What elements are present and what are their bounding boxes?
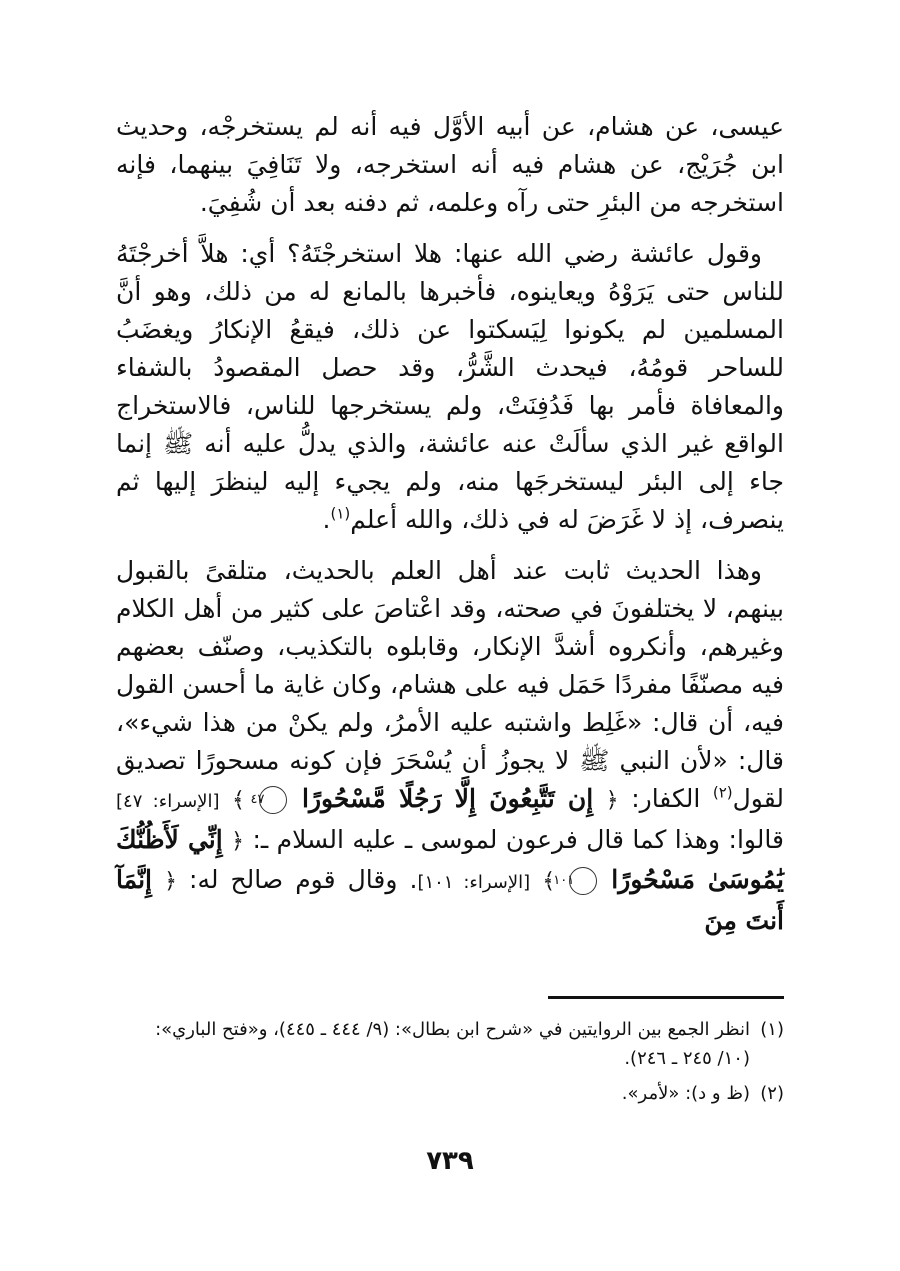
paragraph-2 [116, 235, 784, 539]
footnote-2 [116, 1079, 784, 1108]
footnote-mark-1[interactable]: (١) [330, 504, 351, 523]
quran-verse-2: إِنِّي لَأَظُنُّكَ يَٰمُوسَىٰ مَسْحُورًا [116, 825, 784, 894]
verse-end-marker-2: ١٠١ [569, 867, 597, 895]
paragraph-1-text: عيسى، عن هشام، عن أبيه الأوَّل فيه أنه لم يستخرجْه، وحديث ابن جُرَيْج، عن هشام فيه أنه استخرجه، ولا تَنَافِيَ بينهما، فإنه استخرجه من البئرِ حتى رآه وعلمه، ثم دفنه بعد أن شُفِيَ. [116, 112, 784, 217]
paragraph-3-text-d: . وقال قوم صالح له: [176, 865, 418, 894]
footnote-2-line-1: (ظ و د): «لأمر». [621, 1083, 750, 1104]
paragraph-3-text-c: قالوا: وهذا كما قال فرعون لموسى ـ عليه السلام ـ: [244, 825, 784, 854]
footnote-separator [548, 996, 784, 999]
footnote-1-line-1: انظر الجمع بين الروايتين في «شرح ابن بطال»: (٩/ ٤٤٤ ـ ٤٤٥)، و«فتح الباري»: [155, 1019, 750, 1040]
footnote-1 [116, 1015, 784, 1073]
paragraph-3-text-a: وهذا الحديث ثابت عند أهل العلم بالحديث، متلقىً بالقبول بينهم، لا يختلفونَ في صحته، وقد اعْتاصَ على كثير من أهل الكلام وغيرهم، وأنكروه أشدَّ الإنكار، وقابلوه بالتكذيب، وصنّف بعضهم فيه مصنّفًا مفردًا حَمَل فيه على هشام، وكان غاية ما أحسن القول فيه، أن قال: «غَلِط واشتبه عليه الأمرُ، ولم يكنْ من هذا شيء»، قال: «لأن النبي ﷺ لا يجوزُ أن يُسْحَرَ فإن كونه مسحورًا تصديق لقول [116, 556, 784, 813]
footnote-2-number: (٢) [760, 1083, 784, 1104]
quran-close-bracket: ﴾ [542, 869, 556, 894]
footnote-1-line-2: (١٠/ ٢٤٥ ـ ٢٤٦). [624, 1048, 750, 1069]
footnote-mark-2[interactable]: (٢) [712, 783, 733, 802]
paragraph-1 [116, 108, 784, 222]
verse-end-marker-1: ٤٧ [259, 786, 287, 814]
footnote-1-number: (١) [760, 1019, 784, 1040]
quran-reference-2: [الإسراء: ١٠١] [417, 872, 531, 893]
quran-verse-3: إِنَّمَآ أَنتَ مِنَ [116, 865, 784, 935]
quran-open-bracket: ﴿ [231, 829, 245, 854]
page-body [116, 108, 784, 953]
paragraph-3 [116, 552, 784, 940]
paragraph-2-tail: . [322, 505, 331, 534]
footnotes [116, 1015, 784, 1114]
paragraph-3-text-b: الكفار: [618, 784, 713, 813]
page-number: ٧٣٩ [426, 1146, 474, 1176]
quran-verse-1: إِن تَتَّبِعُونَ إِلَّا رَجُلًا مَّسْحُورًا [302, 784, 594, 813]
quran-close-bracket: ﴾ [232, 788, 245, 813]
quran-open-bracket: ﴿ [605, 788, 619, 813]
quran-reference-1: [الإسراء: ٤٧] [116, 791, 220, 812]
paragraph-2-text: وقول عائشة رضي الله عنها: هلا استخرجْتَهُ؟ أي: هلاَّ أخرجْتَهُ للناس حتى يَرَوْهُ ويعاينوه، فأخبرها بالمانع له من ذلك، وهو أنَّ المسلمين لم يكونوا لِيَسكتوا عن ذلك، فيقعُ الإنكارُ ويغضَبُ للساحر قومُهُ، فيحدث الشَّرُّ، وقد حصل المقصودُ بالشفاء والمعافاة فأمر بها فَدُفِنَتْ، ولم يستخرجها للناس، فالاستخراج الواقع غير الذي سألَتْ عنه عائشة، والذي يدلُّ عليه أنه ﷺ إنما جاء إلى البئر ليستخرجَها منه، ولم يجيء إليه لينظرَ إليها ثم ينصرف، إذ لا غَرَضَ له في ذلك، والله أعلم [116, 239, 784, 534]
quran-open-bracket: ﴿ [164, 869, 177, 894]
